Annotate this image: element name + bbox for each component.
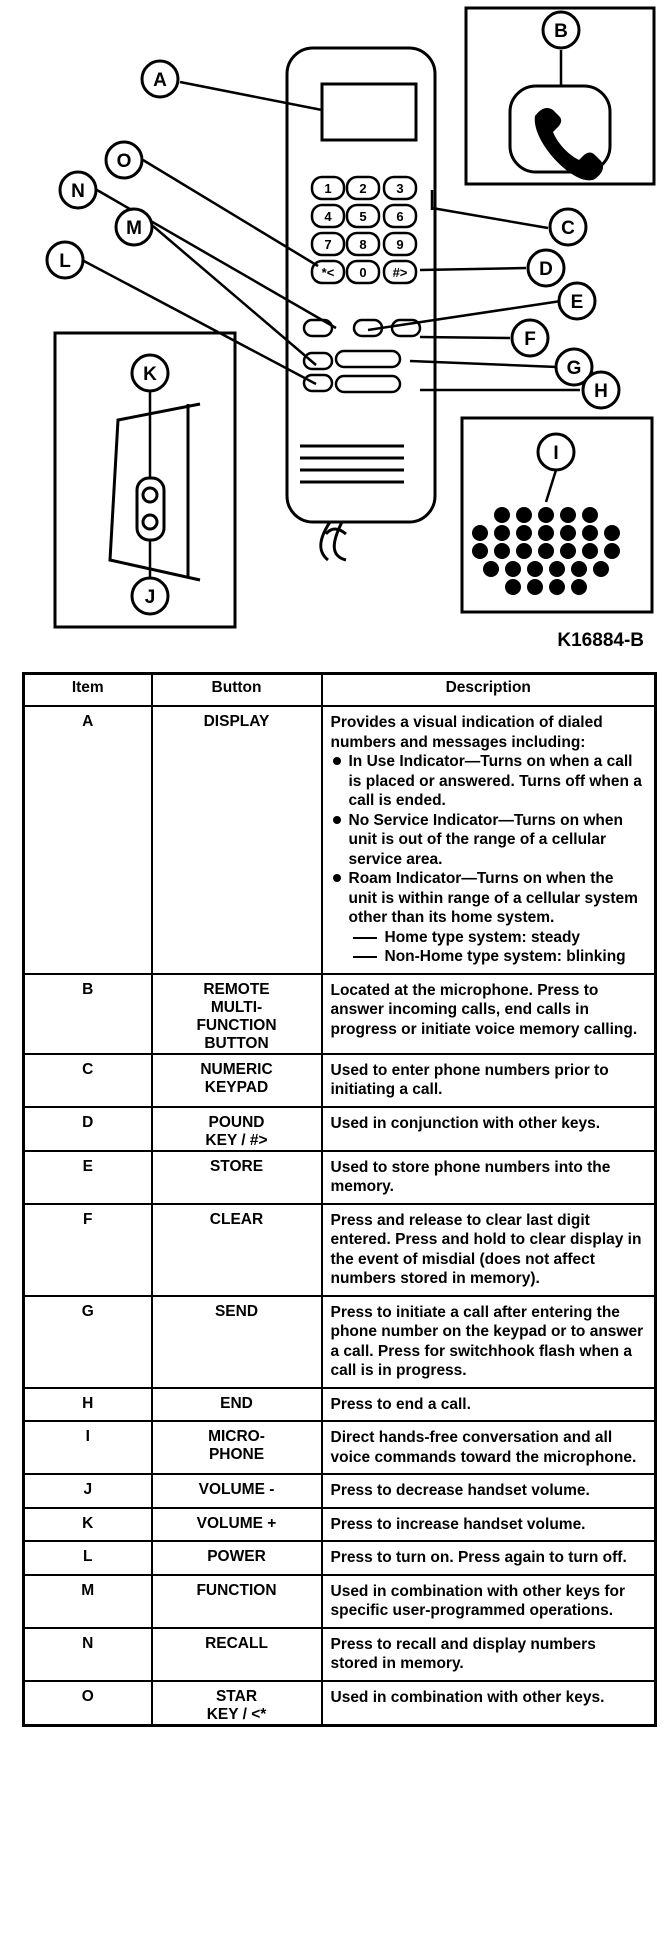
table-row <box>24 1296 656 1388</box>
callout-b <box>543 12 579 48</box>
button-cell <box>152 1054 322 1107</box>
button-name-line: KEY / #> <box>205 1131 268 1149</box>
button-name-line: FUNCTION <box>196 1016 277 1034</box>
button-cell <box>152 706 322 974</box>
mic-hole <box>560 507 576 523</box>
description-cell: Press to decrease handset volume. <box>322 1474 656 1508</box>
keypad-key <box>384 177 416 199</box>
callout-o <box>106 142 142 178</box>
svg-text:N: N <box>71 181 85 202</box>
table-row <box>24 1107 656 1151</box>
mic-hole <box>494 525 510 541</box>
svg-text:M: M <box>126 218 142 239</box>
item-cell: G <box>24 1296 152 1388</box>
description-cell: Used in combination with other keys for specific user-programmed operations. <box>322 1575 656 1628</box>
svg-text:7: 7 <box>324 237 332 252</box>
bullet-icon <box>333 816 341 824</box>
button-name-line: RECALL <box>205 1634 268 1652</box>
button-name-line: VOLUME - <box>198 1481 275 1498</box>
item-cell: I <box>24 1421 152 1474</box>
mic-hole <box>604 525 620 541</box>
description-cell: Press and release to clear last digit entered. Press and hold to clear display in the event of misdial (does not affect numbers stored in memory). <box>322 1204 656 1296</box>
function-key <box>336 351 400 367</box>
mic-hole <box>560 525 576 541</box>
table-row <box>24 1628 656 1681</box>
callout-i <box>538 434 574 470</box>
button-name-line: REMOTE <box>203 980 270 998</box>
button-cell <box>152 1541 322 1575</box>
description-cell: Press to recall and display numbers stored in memory. <box>322 1628 656 1681</box>
dash-icon <box>353 937 377 939</box>
handset-body <box>287 48 435 522</box>
callout-m <box>116 209 152 245</box>
callout-f <box>512 320 548 356</box>
button-cell <box>152 1388 322 1422</box>
svg-text:E: E <box>570 292 584 313</box>
table-header-row <box>24 674 656 707</box>
item-cell: D <box>24 1107 152 1151</box>
description-cell: Press to end a call. <box>322 1388 656 1422</box>
callout-j <box>132 578 168 614</box>
header-item: Item <box>24 674 152 707</box>
description-cell: Direct hands-free conversation and all voice commands toward the microphone. <box>322 1421 656 1474</box>
description-cell: Used to store phone numbers into the memory. <box>322 1151 656 1204</box>
mic-hole <box>582 507 598 523</box>
button-cell <box>152 1474 322 1508</box>
callout-h <box>583 372 619 408</box>
description-cell: Press to increase handset volume. <box>322 1508 656 1542</box>
item-cell: K <box>24 1508 152 1542</box>
table-row <box>24 974 656 1054</box>
svg-text:H: H <box>594 381 608 402</box>
button-cell <box>152 974 322 1054</box>
button-name-line: END <box>220 1394 253 1412</box>
table-row <box>24 1508 656 1542</box>
button-description-table <box>22 672 657 1727</box>
mic-hole <box>516 543 532 559</box>
mic-hole <box>505 579 521 595</box>
item-cell: M <box>24 1575 152 1628</box>
callout-c <box>550 209 586 245</box>
microphone-grille <box>472 507 620 595</box>
dash-text: Home type system: steady <box>384 928 581 946</box>
callout-a <box>142 61 178 97</box>
description-cell <box>322 706 656 974</box>
keypad-key <box>384 205 416 227</box>
item-cell: E <box>24 1151 152 1204</box>
description-cell: Used in conjunction with other keys. <box>322 1107 656 1151</box>
mic-hole <box>483 561 499 577</box>
mic-hole <box>571 561 587 577</box>
mic-hole <box>560 543 576 559</box>
mic-hole <box>582 525 598 541</box>
function-keys <box>304 320 420 392</box>
mic-hole <box>538 507 554 523</box>
keypad-key <box>347 261 379 283</box>
svg-text:8: 8 <box>359 237 367 252</box>
svg-text:3: 3 <box>396 181 404 196</box>
keypad-key <box>312 177 344 199</box>
mic-hole <box>538 525 554 541</box>
callout-k <box>132 355 168 391</box>
table-row <box>24 1151 656 1204</box>
svg-text:9: 9 <box>396 237 404 252</box>
callout-l <box>47 242 83 278</box>
button-name-line: MICRO- <box>208 1428 265 1445</box>
button-name-line: KEYPAD <box>204 1078 269 1096</box>
button-cell <box>152 1628 322 1681</box>
button-name-line: PHONE <box>208 1446 265 1463</box>
button-name-line: BUTTON <box>204 1034 269 1052</box>
table-row <box>24 1388 656 1422</box>
table-row <box>24 1421 656 1474</box>
mic-hole <box>604 543 620 559</box>
svg-text:O: O <box>116 151 132 172</box>
mic-hole <box>593 561 609 577</box>
phone-diagram <box>0 0 672 660</box>
bullet-icon <box>333 874 341 882</box>
mic-hole <box>538 543 554 559</box>
callout-e <box>559 283 595 319</box>
svg-text:C: C <box>561 218 575 239</box>
handset-cord <box>321 522 346 560</box>
button-cell <box>152 1151 322 1204</box>
svg-text:B: B <box>554 21 568 42</box>
item-cell: L <box>24 1541 152 1575</box>
svg-text:L: L <box>59 251 71 272</box>
item-cell: B <box>24 974 152 1054</box>
numeric-keypad <box>312 177 416 283</box>
item-cell: A <box>24 706 152 974</box>
dash-text: Non-Home type system: blinking <box>384 948 626 965</box>
table-row <box>24 1681 656 1726</box>
button-cell <box>152 1107 322 1151</box>
button-name-line: POWER <box>207 1548 266 1565</box>
mic-hole <box>472 525 488 541</box>
table-row <box>24 1541 656 1575</box>
svg-text:*<: *< <box>321 265 335 280</box>
svg-text:F: F <box>524 329 536 350</box>
button-cell <box>152 1421 322 1474</box>
svg-text:5: 5 <box>359 209 367 224</box>
description-intro: Provides a visual indication of dialed numbers and messages including: <box>330 714 603 751</box>
svg-text:D: D <box>539 259 553 280</box>
button-name-line: FUNCTION <box>196 1581 277 1599</box>
mic-hole <box>516 507 532 523</box>
mic-hole <box>505 561 521 577</box>
keypad-key <box>347 233 379 255</box>
system-type-line <box>331 928 647 948</box>
figure-code: K16884-B <box>557 630 644 651</box>
bullet-text: Roam Indicator—Turns on when the unit is within range of a cellular system other than its home system. <box>348 870 638 926</box>
button-cell <box>152 1296 322 1388</box>
item-cell: F <box>24 1204 152 1296</box>
table-row <box>24 1054 656 1107</box>
phone-handset-icon <box>535 108 603 180</box>
button-cell <box>152 1575 322 1628</box>
indicator-bullet <box>331 869 647 928</box>
button-name-line: SEND <box>214 1302 259 1320</box>
button-name-line: NUMERIC <box>200 1060 273 1078</box>
svg-text:I: I <box>553 443 559 464</box>
description-cell: Used to enter phone numbers prior to initiating a call. <box>322 1054 656 1107</box>
indicator-bullet <box>331 811 647 870</box>
table-row <box>24 1575 656 1628</box>
item-cell: N <box>24 1628 152 1681</box>
svg-text:J: J <box>144 587 156 608</box>
button-cell <box>152 1204 322 1296</box>
callout-n <box>60 172 96 208</box>
function-key <box>336 376 400 392</box>
header-button: Button <box>152 674 322 707</box>
mic-hole <box>494 543 510 559</box>
mic-hole <box>494 507 510 523</box>
button-name-line: KEY / <* <box>206 1705 267 1723</box>
mic-hole <box>549 579 565 595</box>
display-window <box>322 84 416 140</box>
button-cell <box>152 1681 322 1726</box>
svg-text:6: 6 <box>396 209 404 224</box>
keypad-key <box>312 205 344 227</box>
button-name-line: POUND <box>208 1113 265 1131</box>
svg-text:0: 0 <box>359 265 367 280</box>
description-cell: Used in combination with other keys. <box>322 1681 656 1726</box>
callout-d <box>528 250 564 286</box>
button-cell <box>152 1508 322 1542</box>
header-description: Description <box>322 674 656 707</box>
svg-text:4: 4 <box>324 209 332 224</box>
keypad-key <box>384 233 416 255</box>
keypad-key <box>347 177 379 199</box>
bullet-icon <box>333 757 341 765</box>
mic-hole <box>527 579 543 595</box>
system-type-line <box>331 947 647 967</box>
mic-hole <box>527 561 543 577</box>
description-cell: Press to turn on. Press again to turn off. <box>322 1541 656 1575</box>
bullet-text: No Service Indicator—Turns on when unit is out of the range of a cellular service area. <box>348 811 623 868</box>
item-cell: O <box>24 1681 152 1726</box>
keypad-key <box>384 261 416 283</box>
function-key <box>304 353 332 369</box>
button-name-line: MULTI- <box>210 998 263 1016</box>
svg-text:2: 2 <box>359 181 367 196</box>
indicator-bullet <box>331 752 647 811</box>
description-cell: Press to initiate a call after entering the phone number on the keypad or to answer a call. Press for switchhook flash when a call is in progress. <box>322 1296 656 1388</box>
item-cell: H <box>24 1388 152 1422</box>
svg-text:G: G <box>566 358 582 379</box>
mic-hole <box>549 561 565 577</box>
mic-hole <box>571 579 587 595</box>
bullet-text: In Use Indicator—Turns on when a call is placed or answered. Turns off when a call is ended. <box>348 753 642 809</box>
keypad-key <box>347 205 379 227</box>
item-cell: J <box>24 1474 152 1508</box>
mic-hole <box>516 525 532 541</box>
svg-text:A: A <box>153 70 167 91</box>
dash-icon <box>353 956 377 958</box>
svg-text:#>: #> <box>392 265 408 280</box>
table-row <box>24 706 656 974</box>
function-key <box>304 375 332 391</box>
svg-text:K: K <box>143 364 157 385</box>
button-name-line: STAR <box>215 1687 258 1705</box>
button-name-line: CLEAR <box>209 1210 264 1228</box>
button-name-line: STORE <box>209 1157 264 1175</box>
button-name-line: DISPLAY <box>203 713 270 730</box>
mic-hole <box>472 543 488 559</box>
mic-hole <box>582 543 598 559</box>
button-name-line: VOLUME + <box>196 1514 277 1532</box>
svg-text:1: 1 <box>324 181 332 196</box>
keypad-key <box>312 233 344 255</box>
table-row <box>24 1474 656 1508</box>
description-cell: Located at the microphone. Press to answer incoming calls, end calls in progress or initiate voice memory calling. <box>322 974 656 1054</box>
table-row <box>24 1204 656 1296</box>
item-cell: C <box>24 1054 152 1107</box>
